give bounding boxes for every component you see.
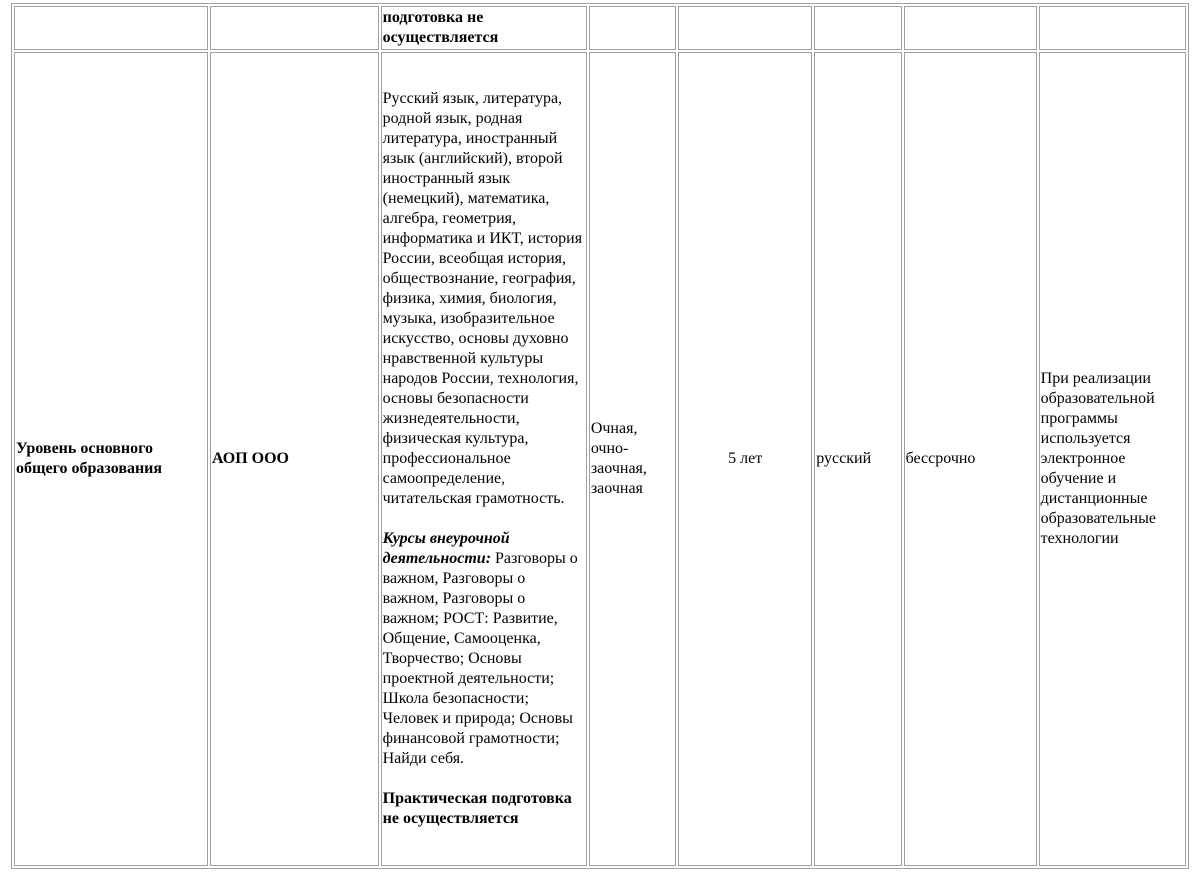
table-cell-notes (1039, 52, 1186, 866)
table-cell-accreditation (904, 52, 1037, 866)
table-row (14, 6, 1186, 50)
practical-note-tail: подготовка не осуществляется (382, 9, 499, 46)
accreditation-term: бессрочно (905, 450, 976, 467)
study-language: русский (816, 450, 872, 467)
table-cell-language (814, 52, 901, 866)
extracurricular-block (383, 529, 585, 769)
distance-learning-note: При реализации образовательной программы используется электронное обучение и дистанционные образовательные технологии (1040, 370, 1156, 547)
table-cell-form (589, 52, 676, 866)
education-level: Уровень основного общего образования (16, 440, 163, 477)
education-programs-table (11, 3, 1189, 869)
table-row (14, 52, 1186, 866)
table-cell-subjects (381, 52, 587, 866)
table-cell-form (589, 6, 676, 50)
document-page (11, 3, 1189, 869)
table-cell-language (814, 6, 901, 50)
study-form: Очная, очно-заочная, заочная (590, 420, 647, 497)
table-cell-level (14, 6, 208, 50)
table-cell-duration (678, 6, 812, 50)
table-cell-program (210, 52, 379, 866)
study-duration: 5 лет (728, 450, 763, 467)
practical-note: Практическая подготовка не осуществляется (382, 790, 572, 827)
extracurricular-label: Курсы внеурочной деятельности: (382, 530, 510, 567)
extracurricular-list: Разговоры о важном, Разговоры о важном, Разговоры о важном; РОСТ: Развитие, Общение, Самооценка, Творчество; Основы проектной деятельности; Школа безопасности; Человек и природа; Основы финансовой грамотности; Найди себя. (382, 550, 578, 767)
table-cell-duration (678, 52, 812, 866)
table-cell-accreditation (904, 6, 1037, 50)
table-cell-notes (1039, 6, 1186, 50)
program-name: АОП ООО (212, 450, 289, 467)
subjects-list: Русский язык, литература, родной язык, родная литература, иностранный язык (английский), второй иностранный язык (немецкий), математика, алгебра, геометрия, информатика и ИКТ, история России, всеобщая история, обществознание, география, физика, химия, биология, музыка, изобразительное искусство, основы духовно нравственной культуры народов России, технология, основы безопасности жизнедеятельности, физическая культура, профессиональное самоопределение, читательская грамотность. (382, 90, 583, 507)
table-cell-level (14, 52, 208, 866)
table-cell-program (210, 6, 379, 50)
table-cell-subjects (381, 6, 587, 50)
